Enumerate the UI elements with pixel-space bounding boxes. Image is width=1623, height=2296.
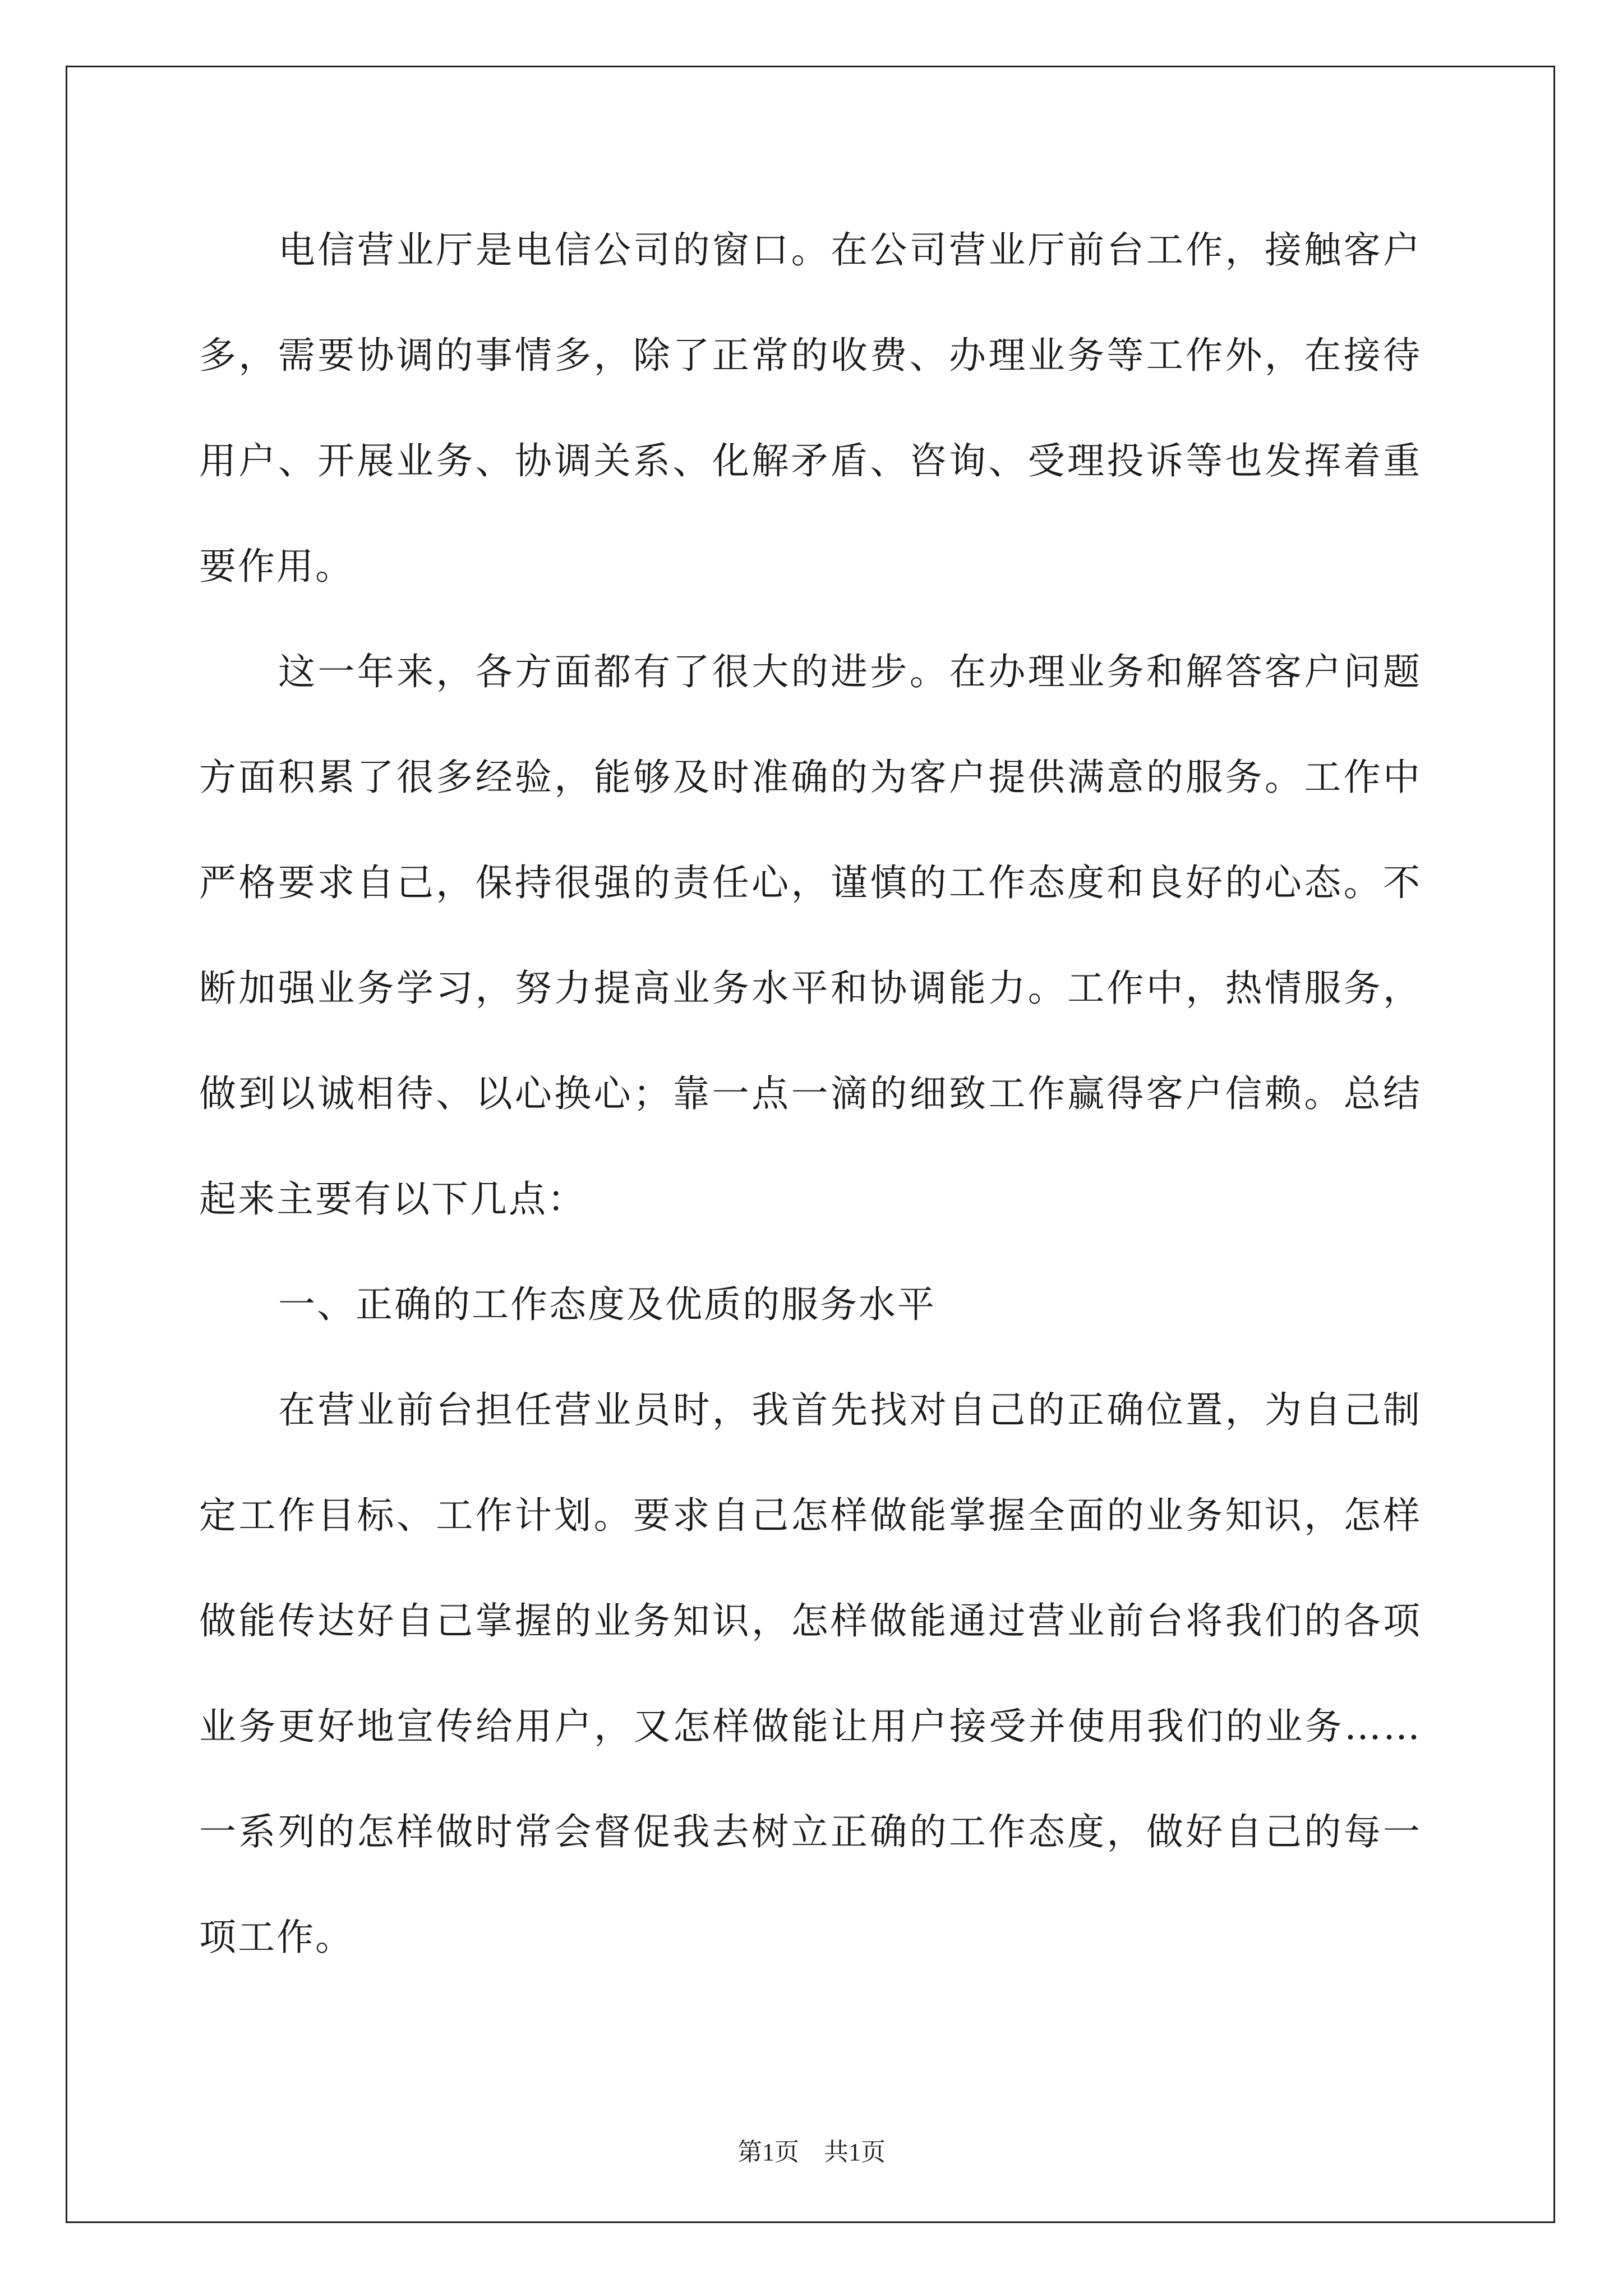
page-number-footer: 第1页 共1页	[737, 2138, 886, 2166]
paragraph-progress: 这一年来，各方面都有了很大的进步。在办理业务和解答客户问题方面积累了很多经验，能够及时准确的为客户提供满意的服务。工作中严格要求自己，保持很强的责任心，谨慎的工作态度和良好的心态。不断加强业务学习，努力提高业务水平和协调能力。工作中，热情服务，做到以诚相待、以心换心；靠一点一滴的细致工作赢得客户信赖。总结起来主要有以下几点：	[199, 650, 1422, 1221]
section-heading: 一、正确的工作态度及优质的服务水平	[278, 1283, 936, 1326]
document-body	[199, 197, 1422, 1990]
paragraph-intro: 电信营业厅是电信公司的窗口。在公司营业厅前台工作，接触客户多，需要协调的事情多，除了正常的收费、办理业务等工作外，在接待用户、开展业务、协调关系、化解矛盾、咨询、受理投诉等也发挥着重要作用。	[199, 228, 1422, 588]
paragraph-attitude: 在营业前台担任营业员时，我首先找对自己的正确位置，为自己制定工作目标、工作计划。要求自己怎样做能掌握全面的业务知识，怎样做能传达好自己掌握的业务知识，怎样做能通过营业前台将我们的各项业务更好地宣传给用户，又怎样做能让用户接受并使用我们的业务……一系列的怎样做时常会督促我去树立正确的工作态度，做好自己的每一项工作。	[199, 1388, 1422, 1959]
